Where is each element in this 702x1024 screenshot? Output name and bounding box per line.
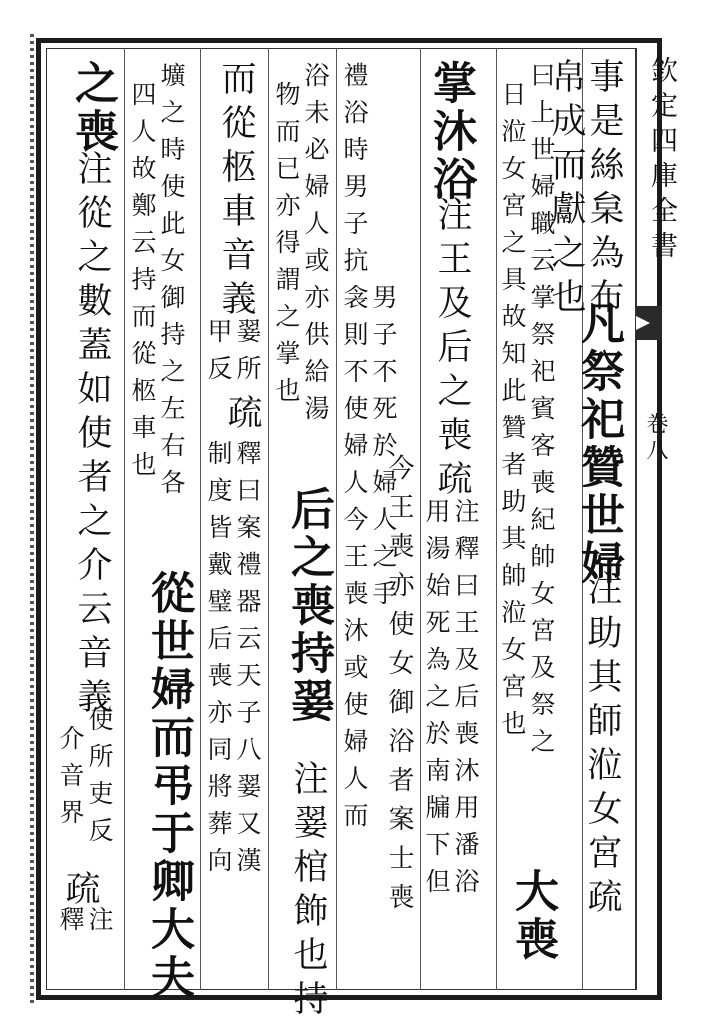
note-text: 注釋曰王及后喪沐用潘浴 <box>451 498 480 905</box>
note-text: 釋 <box>56 906 85 943</box>
note-text: 今王喪亦使女御浴者案士喪 <box>384 454 414 922</box>
column-text: 注從之數蓋如使者之介云音義 <box>72 150 112 722</box>
note-text: 日涖女宮之具故知此贊者助其帥涖女宮也 <box>498 80 527 747</box>
fishtail-mark-icon <box>636 306 662 340</box>
column-heading-text: 之喪 <box>67 60 118 156</box>
note-text: 制度皆戴璧后喪亦同將葬向 <box>204 440 233 884</box>
text-column-15b <box>72 150 112 722</box>
note-pair-13-14 <box>130 62 184 506</box>
text-column-1 <box>584 58 624 322</box>
column-heading-text: 后之喪持翣 <box>283 486 334 726</box>
column-heading-text: 大喪 <box>507 868 558 964</box>
note-text: 翣所 <box>233 318 262 392</box>
note-text: 甲反 <box>204 318 233 392</box>
note-text: 禮浴時男子抗衾則不使婦人今王喪沐或使婦人而 <box>340 62 369 839</box>
text-column-1c <box>582 570 622 922</box>
note-pair-5-6 <box>424 498 478 905</box>
note-text: 介音界 <box>56 724 85 836</box>
column-heading-text: 掌沐浴 <box>425 60 476 204</box>
book-title <box>642 56 681 270</box>
volume-text: 卷八 <box>643 412 668 464</box>
column-rule <box>124 48 125 990</box>
column-rule <box>268 48 269 990</box>
column-text: 疏 <box>222 394 262 438</box>
note-text: 男子不死於婦人之手 <box>369 284 398 617</box>
note-text: 曰上世婦職云掌祭祀賓客喪紀帥女宮及祭之 <box>527 62 556 765</box>
text-column-7b <box>386 454 412 922</box>
column-rule <box>336 48 337 990</box>
text-column-11 <box>216 60 256 324</box>
column-text: 事是絲枲為布 <box>584 58 624 322</box>
text-column-11c <box>222 394 262 438</box>
text-column-3b <box>507 868 558 964</box>
column-text: 帛成而獻之也 <box>546 58 586 322</box>
note-text: 浴未必婦人或亦供給湯 <box>301 62 330 432</box>
volume-label <box>640 412 671 468</box>
note-text: 注 <box>85 906 114 943</box>
column-text: 注助其師涖女宮疏 <box>582 570 622 922</box>
note-pair-11-12b <box>206 440 260 884</box>
note-pair-15-16 <box>58 706 112 854</box>
note-pair-3-4 <box>500 62 554 765</box>
note-pair-11-12 <box>206 318 260 392</box>
text-column-5b <box>432 196 472 504</box>
text-column-1b <box>573 300 624 588</box>
note-text: 用湯始死為之於南牖下但 <box>422 498 451 905</box>
text-column-15 <box>67 60 118 156</box>
column-rule <box>200 48 201 990</box>
column-text: 注翣棺飾也持 <box>288 760 328 1024</box>
column-text: 疏 <box>60 870 100 914</box>
note-pair-9-10 <box>274 62 328 432</box>
column-heading-text: 凡祭祀贊世婦 <box>573 300 624 588</box>
column-text: 而從柩車音義 <box>216 60 256 324</box>
book-title-text: 欽定四庫全書 <box>646 56 677 266</box>
text-column-13b <box>143 570 194 1002</box>
scan-edge <box>30 34 34 1004</box>
text-column-9b <box>283 486 334 726</box>
column-heading-text: 從世婦而弔于卿大夫 <box>143 570 194 1002</box>
note-pair-15-16b <box>58 906 112 943</box>
note-text: 釋曰案禮器云天子八翣又漢 <box>233 440 262 884</box>
note-text: 使所吏反 <box>85 706 114 854</box>
text-column-5 <box>425 60 476 204</box>
column-text: 注王及后之喪疏 <box>432 196 472 504</box>
column-rule <box>496 48 497 990</box>
note-text: 四人故鄭云持而從柩車也 <box>128 80 157 488</box>
note-text: 壙之時使此女御持之左右各 <box>157 62 186 506</box>
column-rule <box>420 48 421 990</box>
note-text: 物而已亦得謂之掌也 <box>272 80 301 414</box>
text-column-9c <box>288 760 328 1024</box>
